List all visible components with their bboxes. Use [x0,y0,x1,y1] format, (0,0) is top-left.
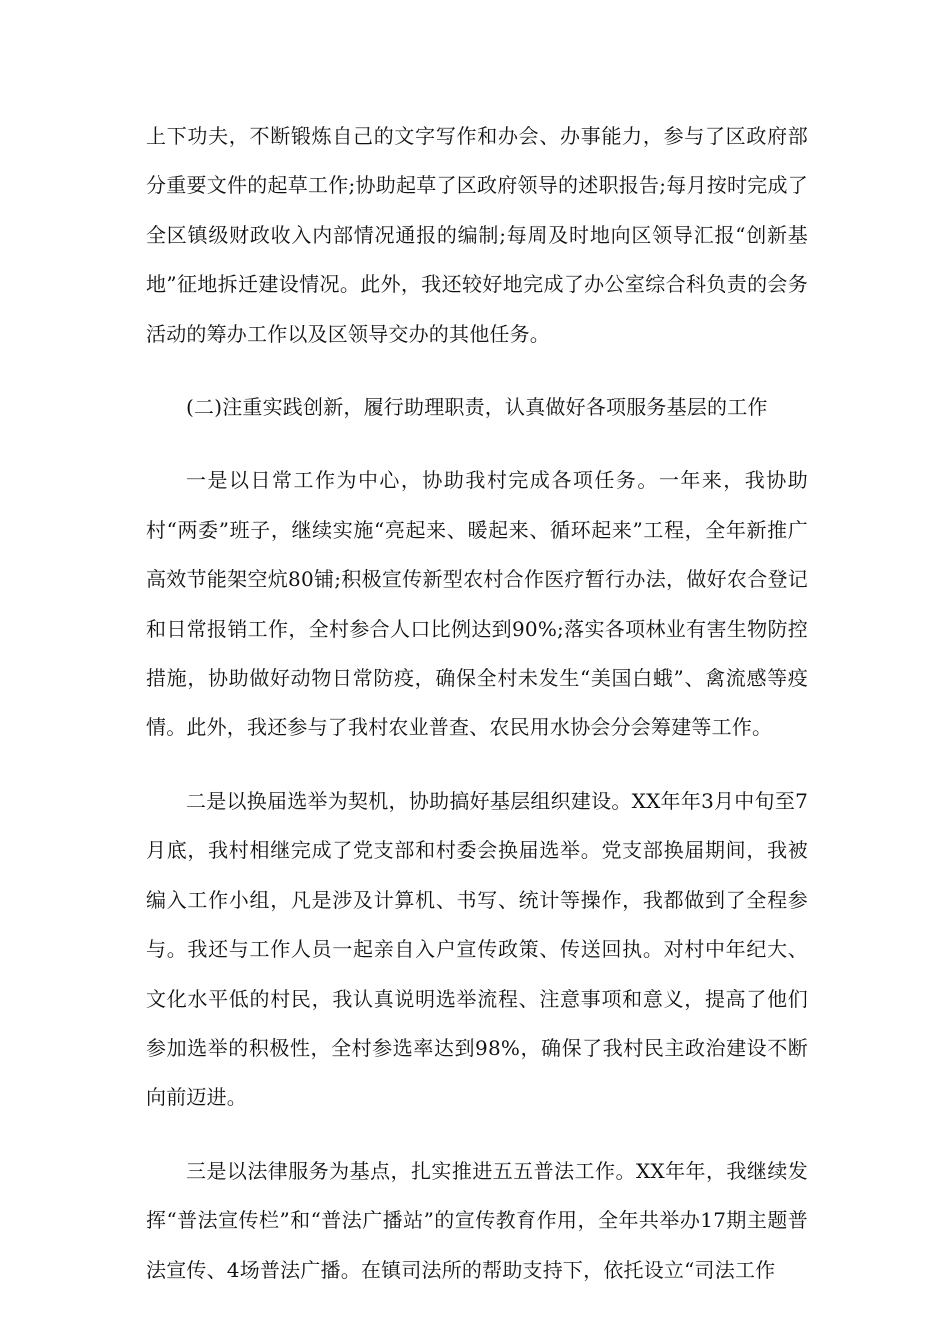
paragraph-legal-service: 三是以法律服务为基点，扎实推进五五普法工作。XX年年，我继续发挥“普法宣传栏”和“普法广播站”的宣传教育作用，全年共举办17期主题普法宣传、4场普法广播。在镇司法所的帮助支持下，依托设立“司法工作 [146,1158,808,1282]
paragraph-continuation: 上下功夫，不断锻炼自己的文字写作和办会、办事能力，参与了区政府部分重要文件的起草工作;协助起草了区政府领导的述职报告;每月按时完成了全区镇级财政收入内部情况通报的编制;每周及时地向区领导汇报“创新基地”征地拆迁建设情况。此外，我还较好地完成了办公室综合科负责的会务活动的筹办工作以及区领导交办的其他任务。 [146,124,808,346]
paragraph-election: 二是以换届选举为契机，协助搞好基层组织建设。XX年年3月中旬至7月底，我村相继完成了党支部和村委会换届选举。党支部换届期间，我被编入工作小组，凡是涉及计算机、书写、统计等操作，我都做到了全程参与。我还与工作人员一起亲自入户宣传政策、传送回执。对村中年纪大、文化水平低的村民，我认真说明选举流程、注意事项和意义，提高了他们参加选举的积极性，全村参选率达到98%，确保了我村民主政治建设不断向前迈进。 [146,788,808,1110]
document-body [146,112,808,1295]
paragraph-daily-work: 一是以日常工作为中心，协助我村完成各项任务。一年来，我协助村“两委”班子，继续实施“亮起来、暖起来、循环起来”工程，全年新推广高效节能架空炕80铺;积极宣传新型农村合作医疗暂行办法，做好农合登记和日常报销工作，全村参合人口比例达到90%;落实各项林业有害生物防控措施，协助做好动物日常防疫，确保全村未发生“美国白蛾”、禽流感等疫情。此外，我还参与了我村农业普查、农民用水协会分会筹建等工作。 [146,468,808,740]
section-heading: (二)注重实践创新，履行助理职责，认真做好各项服务基层的工作 [186,395,768,420]
